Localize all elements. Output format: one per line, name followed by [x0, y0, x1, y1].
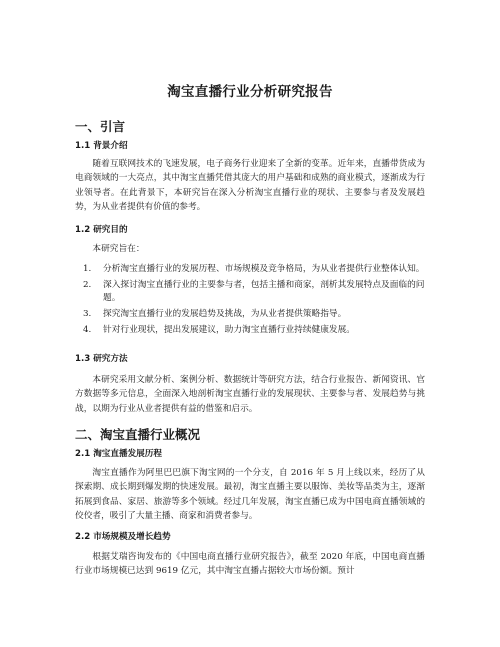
paragraph-purpose-intro: 本研究旨在： — [92, 244, 145, 254]
subsection-heading-background: 1.1 背景介绍 — [75, 141, 128, 151]
subsection-heading-purpose: 1.2 研究目的 — [75, 225, 128, 235]
list-item-number: 4. — [83, 324, 92, 335]
list-item — [75, 324, 425, 338]
subsection-heading-method: 1.3 研究方法 — [75, 354, 128, 364]
list-item-text: 探究淘宝直播行业的发展趋势及挑战，为从业者提供策略指导。 — [103, 309, 347, 320]
paragraph-history: 淘宝直播作为阿里巴巴旗下淘宝网的一个分支，自 2016 年 5 月上线以来，经历了从探索期、成长期到爆发期的快速发展。最初，淘宝直播主要以服饰、美妆等品类为主，逐渐拓展到食品、家居、旅游等多个领域。经过几年发展，淘宝直播已成为中国电商直播领域的佼佼者，吸引了大量主播、商家和消费者参与。 — [75, 468, 425, 522]
paragraph-background: 随着互联网技术的飞速发展，电子商务行业迎来了全新的变革。近年来，直播带货成为电商领域的一大亮点，其中淘宝直播凭借其庞大的用户基础和成熟的商业模式，逐渐成为行业领导者。在此背景下，本研究旨在深入分析淘宝直播行业的现状、主要参与者及发展趋势，为从业者提供有价值的参考。 — [75, 159, 425, 213]
list-item-number: 3. — [83, 309, 92, 320]
section-heading-overview: 二、淘宝直播行业概况 — [75, 427, 201, 442]
list-item-text: 深入探讨淘宝直播行业的主要参与者，包括主播和商家，剖析其发展特点及面临的问题。 — [103, 279, 425, 304]
subsection-heading-history: 2.1 淘宝直播发展历程 — [75, 449, 162, 459]
list-item-number: 2. — [83, 279, 92, 290]
list-item — [75, 308, 425, 322]
list-item-number: 1. — [83, 264, 92, 274]
list-item — [75, 263, 425, 277]
list-item-text: 分析淘宝直播行业的发展历程、市场规模及竞争格局，为从业者提供行业整体认知。 — [103, 264, 425, 274]
section-heading-introduction: 一、引言 — [75, 119, 126, 134]
paragraph-market-size: 根据艾瑞咨询发布的《中国电商直播行业研究报告》，截至 2020 年底，中国电商直播行业市场规模已达到 9619 亿元，其中淘宝直播占据较大市场份额。预计 — [75, 552, 425, 577]
purpose-list — [75, 263, 425, 340]
subsection-heading-market-size: 2.2 市场规模及增长趋势 — [75, 532, 171, 542]
list-item-text: 针对行业现状，提出发展建议，助力淘宝直播行业持续健康发展。 — [103, 324, 355, 335]
document-title: 淘宝直播行业分析研究报告 — [167, 84, 333, 100]
list-item — [75, 279, 425, 306]
paragraph-method: 本研究采用文献分析、案例分析、数据统计等研究方法，结合行业报告、新闻资讯、官方数据等多元信息，全面深入地剖析淘宝直播行业的发展现状、主要参与者、发展趋势与挑战，以期为行业从业者提供有益的借鉴和启示。 — [75, 375, 425, 414]
